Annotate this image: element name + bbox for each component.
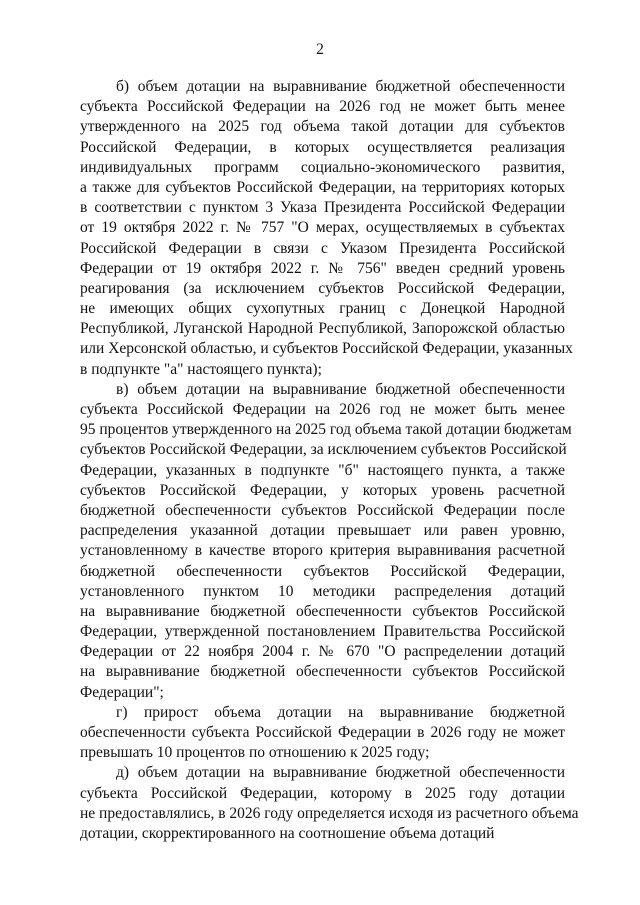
text-line: утвержденного на 2025 год объема такой дотации для субъектов	[80, 118, 565, 136]
text-line: не имеющих общих сухопутных границ с Донецкой Народной	[80, 300, 565, 318]
text-line: от 19 октября 2022 г. № 757 "О мерах, осуществляемых в субъектах	[80, 219, 565, 237]
text-line: Федерации";	[80, 683, 164, 701]
text-line: индивидуальных программ социально-экономического развития,	[80, 158, 565, 176]
text-line: Федерации от 19 октября 2022 г. № 756" введен средний уровень	[80, 259, 565, 277]
paragraph-g	[80, 703, 565, 764]
text-line: в соответствии с пунктом 3 Указа Президента Российской Федерации	[80, 199, 565, 217]
text-line: субъекта Российской Федерации на 2026 год не может быть менее	[80, 98, 565, 116]
text-line: превышать 10 процентов по отношению к 2025 году;	[80, 744, 430, 762]
page-number: 2	[316, 41, 324, 58]
text-line: в подпункте "а" настоящего пункта);	[80, 360, 322, 378]
paragraph-b	[80, 77, 573, 380]
text-line: д) объем дотации на выравнивание бюджетной обеспеченности	[116, 764, 565, 782]
text-line: установленному в качестве второго критерия выравнивания расчетной	[80, 542, 565, 560]
text-line: на выравнивание бюджетной обеспеченности субъектов Российской	[80, 602, 565, 620]
paragraph-d	[80, 763, 579, 844]
text-line: Федерации, указанных в подпункте "б" настоящего пункта, а также	[80, 461, 565, 479]
document-body	[80, 77, 579, 844]
text-line: субъектов Российской Федерации, за исключением субъектов Российской	[80, 441, 567, 459]
text-line: а также для субъектов Российской Федерации, на территориях которых	[80, 178, 565, 196]
paragraph-v	[80, 380, 572, 703]
text-line: Российской Федерации в связи с Указом Президента Российской	[80, 239, 565, 257]
text-line: реагирования (за исключением субъектов Российской Федерации,	[80, 279, 565, 297]
text-line: Российской Федерации, в которых осуществляется реализация	[80, 138, 565, 156]
text-line: на выравнивание бюджетной обеспеченности субъектов Российской	[80, 663, 565, 681]
text-line: субъектов Российской Федерации, у которых уровень расчетной	[80, 481, 565, 499]
text-line: субъекта Российской Федерации, которому в 2025 году дотации	[80, 784, 565, 802]
text-line: установленного пунктом 10 методики распределения дотаций	[80, 582, 565, 600]
text-line: Федерации от 22 ноября 2004 г. № 670 "О распределении дотаций	[80, 643, 565, 661]
text-line: в) объем дотации на выравнивание бюджетной обеспеченности	[116, 380, 565, 398]
text-line: бюджетной обеспеченности субъектов Российской Федерации после	[80, 501, 565, 519]
text-line: субъекта Российской Федерации на 2026 год не может быть менее	[80, 401, 565, 418]
text-line: или Херсонской областью, и субъектов Российской Федерации, указанных	[80, 340, 573, 358]
text-line: Федерации, утвержденной постановлением Правительства Российской	[80, 623, 565, 641]
text-line: 95 процентов утвержденного на 2025 год объема такой дотации бюджетам	[80, 421, 572, 439]
text-line: дотации, скорректированного на соотношение объема дотаций	[80, 824, 495, 842]
text-line: не предоставлялись, в 2026 году определяется исходя из расчетного объема	[80, 804, 579, 822]
text-line: Республикой, Луганской Народной Республикой, Запорожской областью	[80, 320, 565, 338]
text-line: распределения указанной дотации превышает или равен уровню,	[80, 522, 565, 540]
text-line: бюджетной обеспеченности субъектов Российской Федерации,	[80, 562, 565, 580]
text-line: обеспеченности субъекта Российской Федерации в 2026 году не может	[80, 724, 565, 741]
text-line: г) прирост объема дотации на выравнивание бюджетной	[116, 703, 565, 721]
text-line: б) объем дотации на выравнивание бюджетной обеспеченности	[116, 78, 565, 95]
